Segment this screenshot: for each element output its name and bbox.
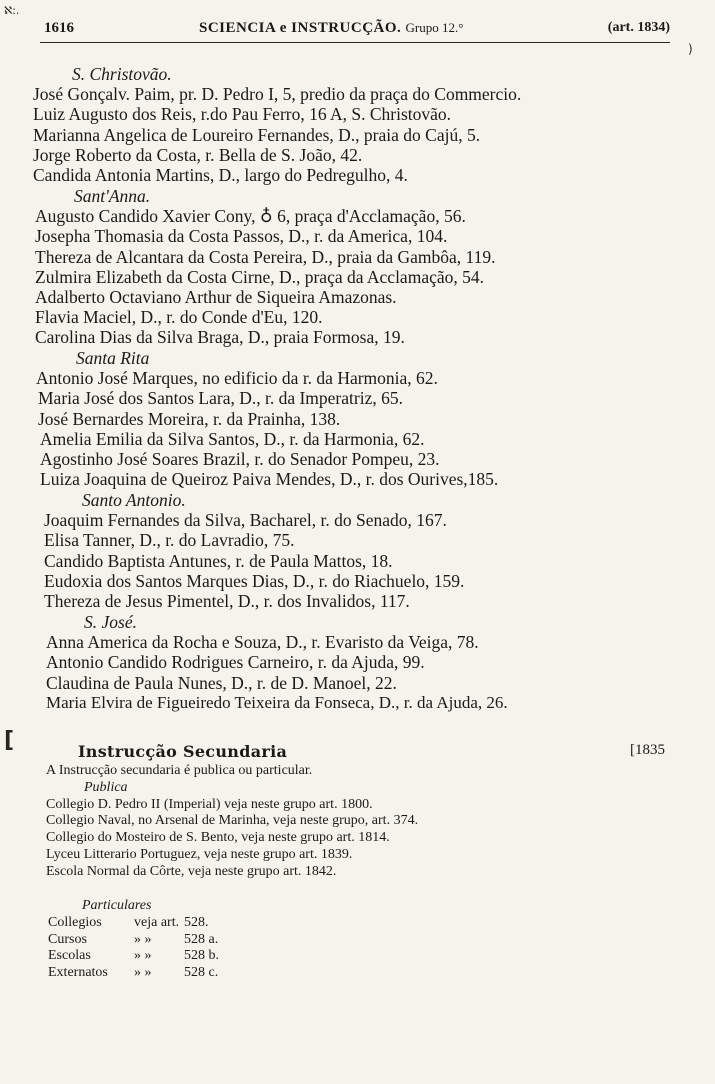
- list-item: Jorge Roberto da Costa, r. Bella de S. João, 42.: [33, 144, 363, 165]
- page-header: [34, 20, 684, 42]
- list-item: Collegio D. Pedro II (Imperial) veja neste grupo art. 1800.: [46, 796, 373, 812]
- list-item: Candido Baptista Antunes, r. de Paula Mattos, 18.: [44, 550, 393, 571]
- row-ref: 528 a.: [184, 931, 219, 947]
- section-heading: Santa Rita: [76, 348, 150, 368]
- list-item: Escola Normal da Côrte, veja neste grupo art. 1842.: [46, 863, 337, 879]
- section-santanna: [0, 186, 715, 348]
- running-title: [199, 20, 463, 37]
- list-item: Augusto Candido Xavier Cony, ♁ 6, praça d'Acclamação, 56.: [35, 206, 466, 227]
- list-item: Collegio do Mosteiro de S. Bento, veja neste grupo art. 1814.: [46, 830, 390, 846]
- row-ref: 528.: [184, 914, 209, 930]
- table-row: [0, 965, 715, 982]
- list-item: Maria Elvira de Figueiredo Teixeira da Fonseca, D., r. da Ajuda, 26.: [46, 692, 508, 712]
- row-ref: 528 c.: [184, 965, 219, 981]
- list-item: Maria José dos Santos Lara, D., r. da Imperatriz, 65.: [38, 388, 403, 409]
- group-label: Grupo 12.°: [405, 20, 464, 35]
- row-name: Escolas: [48, 948, 91, 964]
- particulares-heading: Particulares: [82, 898, 152, 913]
- list-item: Josepha Thomasia da Costa Passos, D., r. da America, 104.: [35, 226, 448, 247]
- margin-mark-top: ℵ:.: [4, 4, 20, 17]
- list-item: Luiz Augusto dos Reis, r.do Pau Ferro, 16 A, S. Christovão.: [33, 104, 452, 125]
- list-item: Joaquim Fernandes da Silva, Bacharel, r. do Senado, 167.: [44, 510, 447, 531]
- table-row: [0, 915, 715, 932]
- table-row: [0, 948, 715, 965]
- secondary-body: [0, 763, 715, 881]
- particulares-block: [0, 898, 715, 982]
- list-item: Candida Antonia Martins, D., largo do Pedregulho, 4.: [33, 164, 408, 185]
- secondary-number: [1835: [630, 742, 665, 758]
- table-row: [0, 932, 715, 949]
- list-item: José Bernardes Moreira, r. da Prainha, 138.: [38, 408, 341, 429]
- secondary-intro: A Instrucção secundaria é publica ou particular.: [46, 763, 313, 778]
- page-number: 1616: [44, 20, 74, 36]
- list-item: Lyceu Litterario Portuguez, veja neste grupo art. 1839.: [46, 846, 353, 862]
- list-item: Antonio José Marques, no edificio da r. da Harmonia, 62.: [36, 368, 438, 389]
- section-heading: S. Christovão.: [72, 64, 172, 84]
- row-name: Externatos: [48, 965, 108, 981]
- section-s-christovao: [0, 64, 715, 185]
- margin-bracket: [: [4, 728, 15, 753]
- list-item: Luiza Joaquina de Queiroz Paiva Mendes, D., r. dos Ourives,185.: [40, 469, 499, 490]
- list-item: Anna America da Rocha e Souza, D., r. Evaristo da Veiga, 78.: [46, 632, 479, 653]
- row-mid: » »: [134, 965, 152, 981]
- list-item: José Gonçalv. Paim, pr. D. Pedro I, 5, predio da praça do Commercio.: [33, 84, 522, 105]
- row-mid: » »: [134, 931, 152, 947]
- section-heading: Santo Antonio.: [82, 490, 186, 510]
- list-item: Elisa Tanner, D., r. do Lavradio, 75.: [44, 530, 295, 551]
- section-santo-antonio: [0, 490, 715, 611]
- section-heading: S. José.: [84, 612, 137, 632]
- row-mid: » »: [134, 948, 152, 964]
- list-item: Thereza de Alcantara da Costa Pereira, D., praia da Gambôa, 119.: [35, 246, 496, 267]
- article-range: (art. 1834): [607, 20, 670, 35]
- list-item: Antonio Candido Rodrigues Carneiro, r. da Ajuda, 99.: [46, 652, 425, 673]
- running-title-text: SCIENCIA e INSTRUCÇÃO.: [199, 20, 402, 36]
- list-item: Agostinho José Soares Brazil, r. do Senador Pompeu, 23.: [40, 448, 440, 469]
- section-s-jose: [0, 612, 715, 713]
- list-item: Marianna Angelica de Loureiro Fernandes, D., praia do Cajú, 5.: [33, 124, 481, 145]
- list-item: Claudina de Paula Nunes, D., r. de D. Manoel, 22.: [46, 672, 397, 693]
- publica-heading: Publica: [84, 779, 128, 795]
- row-ref: 528 b.: [184, 948, 219, 964]
- section-heading: Sant'Anna.: [74, 186, 151, 206]
- list-item: Carolina Dias da Silva Braga, D., praia Formosa, 19.: [35, 327, 405, 348]
- list-item: Collegio Naval, no Arsenal de Marinha, veja neste grupo, art. 374.: [46, 813, 419, 829]
- section-santa-rita: [0, 348, 715, 489]
- header-rule: [40, 42, 670, 43]
- list-item: Amelia Emilia da Silva Santos, D., r. da Harmonia, 62.: [40, 428, 425, 449]
- row-name: Collegios: [48, 914, 102, 930]
- row-name: Cursos: [48, 931, 87, 947]
- list-item: Zulmira Elizabeth da Costa Cirne, D., praça da Acclamação, 54.: [35, 266, 484, 287]
- row-mid: veja art.: [134, 914, 180, 930]
- list-item: Thereza de Jesus Pimentel, D., r. dos Invalidos, 117.: [44, 590, 410, 611]
- secondary-title: Instrucção Secundaria: [78, 742, 288, 761]
- list-item: Eudoxia dos Santos Marques Dias, D., r. do Riachuelo, 159.: [44, 570, 465, 591]
- list-item: Flavia Maciel, D., r. do Conde d'Eu, 120.: [35, 307, 323, 328]
- margin-mark-right: ): [688, 42, 693, 56]
- list-item: Adalberto Octaviano Arthur de Siqueira Amazonas.: [35, 286, 397, 307]
